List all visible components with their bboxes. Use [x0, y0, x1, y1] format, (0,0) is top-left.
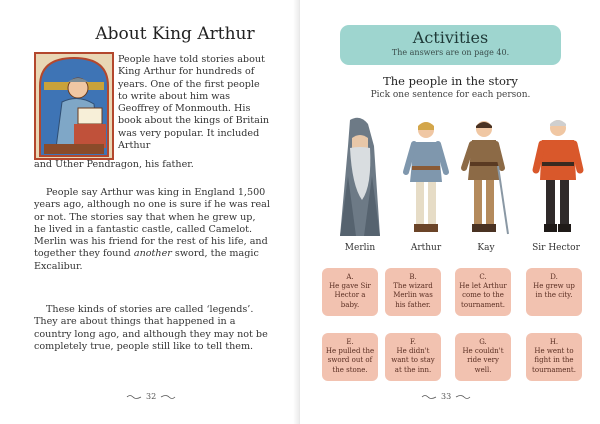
ornament-swirl-icon	[160, 394, 176, 400]
activities-banner	[340, 25, 561, 65]
manuscript-illustration-icon	[34, 52, 114, 160]
page-number-right	[421, 392, 471, 401]
answer-card-g[interactable]	[455, 333, 511, 381]
card-text: He went to fight in the tournament.	[532, 347, 576, 374]
card-letter: B.	[409, 273, 417, 281]
paragraph-2-after: sword, the magic Excalibur.	[34, 248, 259, 272]
character-name-arthur: Arthur	[410, 243, 442, 253]
sir-hector-figure-icon	[530, 116, 586, 238]
paragraph-1-wrap: People have told stories about King Arthur for hundreds of years. One of the first people to write about him was Geoffrey of Monmouth. His book about the kings of Britain was very popular. It included Arthur	[118, 54, 270, 152]
paragraph-2-emphasis: another	[133, 248, 172, 260]
card-text: He didn't want to stay at the inn.	[391, 347, 435, 374]
answer-card-d[interactable]	[526, 268, 582, 316]
card-letter: G.	[479, 338, 487, 346]
answer-card-h[interactable]	[526, 333, 582, 381]
card-letter: A.	[346, 273, 354, 281]
card-letter: H.	[549, 338, 559, 346]
merlin-figure-icon	[332, 116, 388, 238]
card-text: The wizard Merlin was his father.	[393, 282, 433, 309]
card-letter: D.	[550, 273, 558, 281]
character-name-kay: Kay	[477, 243, 495, 253]
banner-title: Activities	[412, 28, 489, 47]
card-letter: C.	[479, 273, 487, 281]
character-name-sir-hector: Sir Hector	[532, 243, 580, 253]
card-text: He let Arthur come to the tournament.	[459, 282, 507, 309]
answer-card-e[interactable]	[322, 333, 378, 381]
ornament-swirl-icon	[126, 394, 142, 400]
card-text: He grew up in the city.	[533, 282, 575, 300]
card-text: He gave Sir Hector a baby.	[329, 282, 371, 309]
card-letter: E.	[346, 338, 354, 346]
paragraph-3: These kinds of stories are called ‘legends’. They are about things that happened in a country long ago, and although they may not be completely true, people still like to tell them.	[34, 304, 268, 352]
page-number-text: 32	[146, 392, 157, 401]
card-text: He pulled the sword out of the stone.	[325, 347, 375, 374]
paragraph-1-end: and Uther Pendragon, his father.	[34, 159, 194, 170]
character-name-merlin: Merlin	[344, 243, 376, 253]
ornament-swirl-icon	[455, 394, 471, 400]
arthur-figure-icon	[398, 116, 454, 238]
page-title: About King Arthur	[95, 24, 255, 44]
page-number-left	[126, 392, 176, 401]
instruction-text: Pick one sentence for each person.	[370, 90, 531, 100]
card-text: He couldn't ride very well.	[462, 347, 504, 374]
answer-card-a[interactable]	[322, 268, 378, 316]
answer-card-b[interactable]	[385, 268, 441, 316]
banner-subtitle: The answers are on page 40.	[391, 48, 510, 57]
ornament-swirl-icon	[421, 394, 437, 400]
paragraph-2-before: People say Arthur was king in England 1,500 years ago, although no one is sure if he was real or not. The stories say that when he grew up, he lived in a fantastic castle, called Camelot. Merlin was his friend for the rest of his life, and together they found	[34, 187, 270, 260]
section-title: The people in the story	[383, 74, 518, 88]
page-number-text: 33	[441, 392, 452, 401]
paragraph-2	[34, 187, 270, 273]
card-letter: F.	[410, 338, 416, 346]
kay-figure-icon	[458, 116, 514, 238]
answer-card-f[interactable]	[385, 333, 441, 381]
answer-card-c[interactable]	[455, 268, 511, 316]
